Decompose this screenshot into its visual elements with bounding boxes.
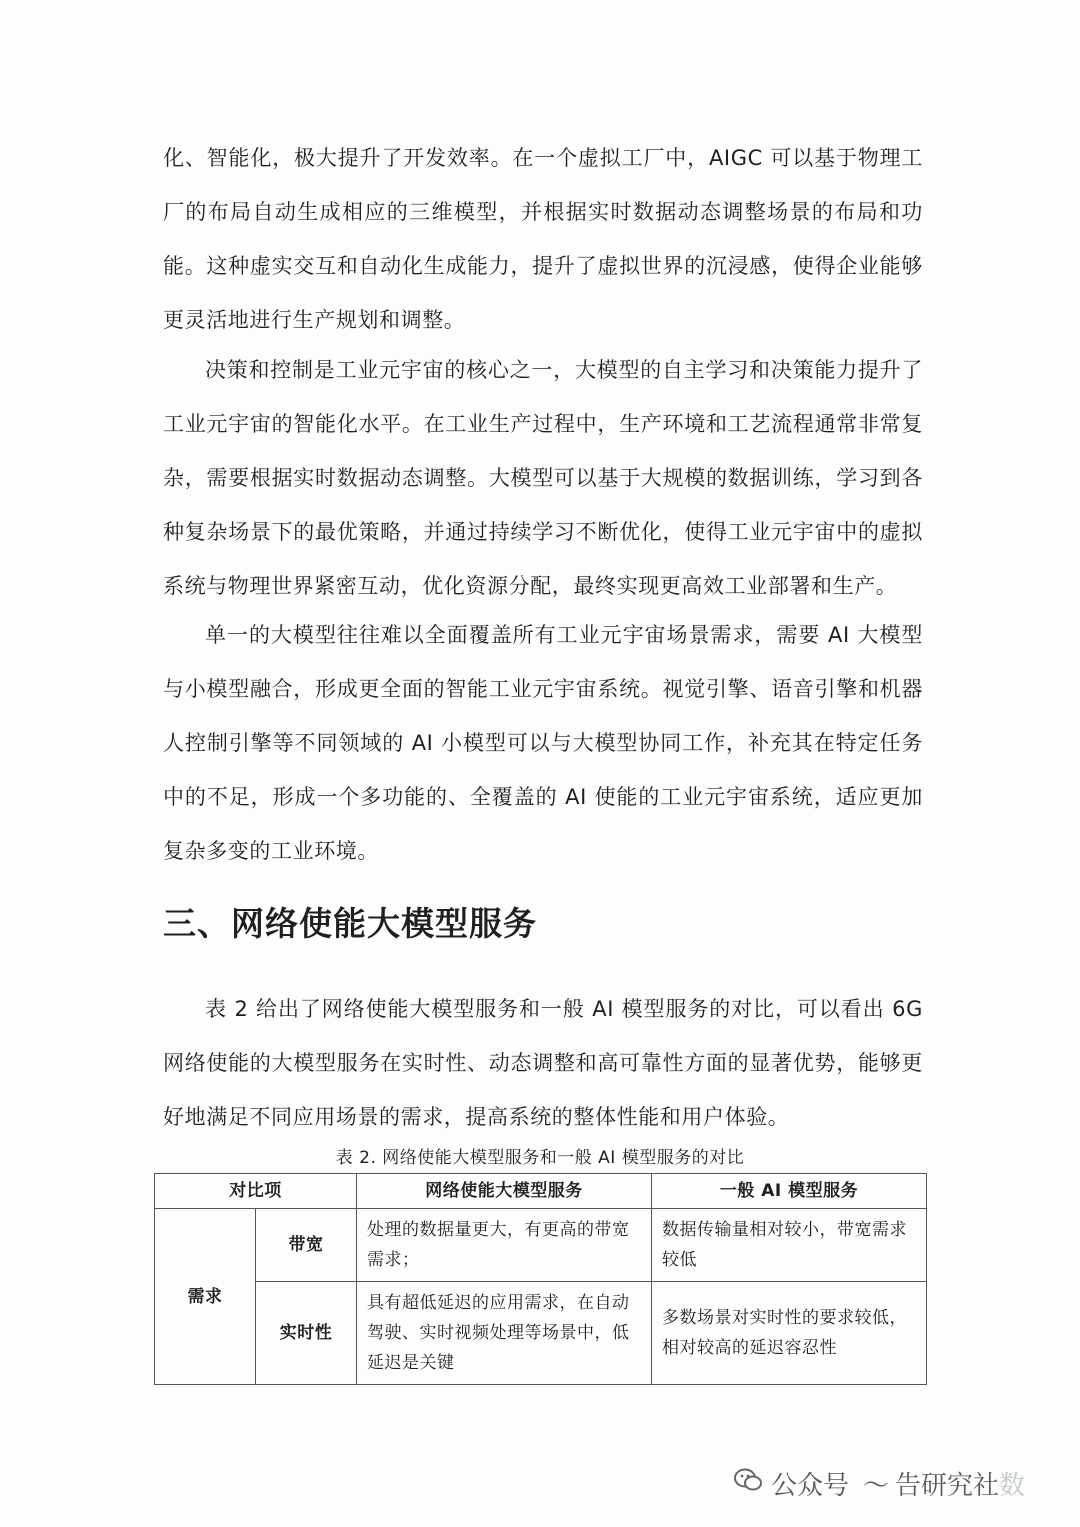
watermark-logo-icon: 〜: [863, 1470, 890, 1501]
header-general-service: 一般 AI 模型服务: [652, 1174, 927, 1209]
table-caption: 表 2. 网络使能大模型服务和一般 AI 模型服务的对比: [335, 1148, 745, 1168]
paragraph: 决策和控制是工业元宇宙的核心之一，大模型的自主学习和决策能力提升了工业元宇宙的智能化水平。在工业生产过程中，生产环境和工艺流程通常非常复杂，需要根据实时数据动态调整。大模型可以基于大规模的数据训练，学习到各种复杂场景下的最优策略，并通过持续学习不断优化，使得工业元宇宙中的虚拟系统与物理世界紧密互动，优化资源分配，最终实现更高效工业部署和生产。: [163, 358, 923, 598]
network-cell: 处理的数据量更大，有更高的带宽需求；: [357, 1209, 652, 1282]
item-cell: 带宽: [256, 1209, 357, 1282]
watermark-name-faint: 数: [999, 1470, 1026, 1501]
section-intro-paragraph: 表 2 给出了网络使能大模型服务和一般 AI 模型服务的对比，可以看出 6G 网络使能的大模型服务在实时性、动态调整和高可靠性方面的显著优势，能够更好地满足不同应用场景的需求，提高系统的整体性能和用户体验。: [163, 997, 923, 1129]
item-cell: 实时性: [256, 1282, 357, 1385]
network-cell: 具有超低延迟的应用需求，在自动驾驶、实时视频处理等场景中，低延迟是关键: [357, 1282, 652, 1385]
category-cell: 需求: [155, 1209, 256, 1385]
watermark-name: 告研究社: [895, 1470, 1000, 1501]
comparison-table: [154, 1173, 927, 1385]
header-network-service: 网络使能大模型服务: [357, 1174, 652, 1209]
table-row: [155, 1209, 927, 1282]
paragraph: 化、智能化，极大提升了开发效率。在一个虚拟工厂中，AIGC 可以基于物理工厂的布局自动生成相应的三维模型，并根据实时数据动态调整场景的布局和功能。这种虚实交互和自动化生成能力，提升了虚拟世界的沉浸感，使得企业能够更灵活地进行生产规划和调整。: [163, 146, 923, 332]
watermark-label: 公众号: [771, 1470, 850, 1501]
table-row: [155, 1282, 927, 1385]
paragraph: 单一的大模型往往难以全面覆盖所有工业元宇宙场景需求，需要 AI 大模型与小模型融合，形成更全面的智能工业元宇宙系统。视觉引擎、语音引擎和机器人控制引擎等不同领域的 AI 小模型可以与大模型协同工作，补充其在特定任务中的不足，形成一个多功能的、全覆盖的 AI 使能的工业元宇宙系统，适应更加复杂多变的工业环境。: [163, 623, 923, 863]
wechat-icon: [733, 1467, 763, 1500]
table-header-row: [155, 1174, 927, 1209]
general-cell: 多数场景对实时性的要求较低，相对较高的延迟容忍性: [652, 1282, 927, 1385]
watermark: [733, 1458, 1025, 1508]
general-cell: 数据传输量相对较小，带宽需求较低: [652, 1209, 927, 1282]
header-compare-item: 对比项: [155, 1174, 357, 1209]
section-heading: 三、网络使能大模型服务: [163, 904, 537, 943]
